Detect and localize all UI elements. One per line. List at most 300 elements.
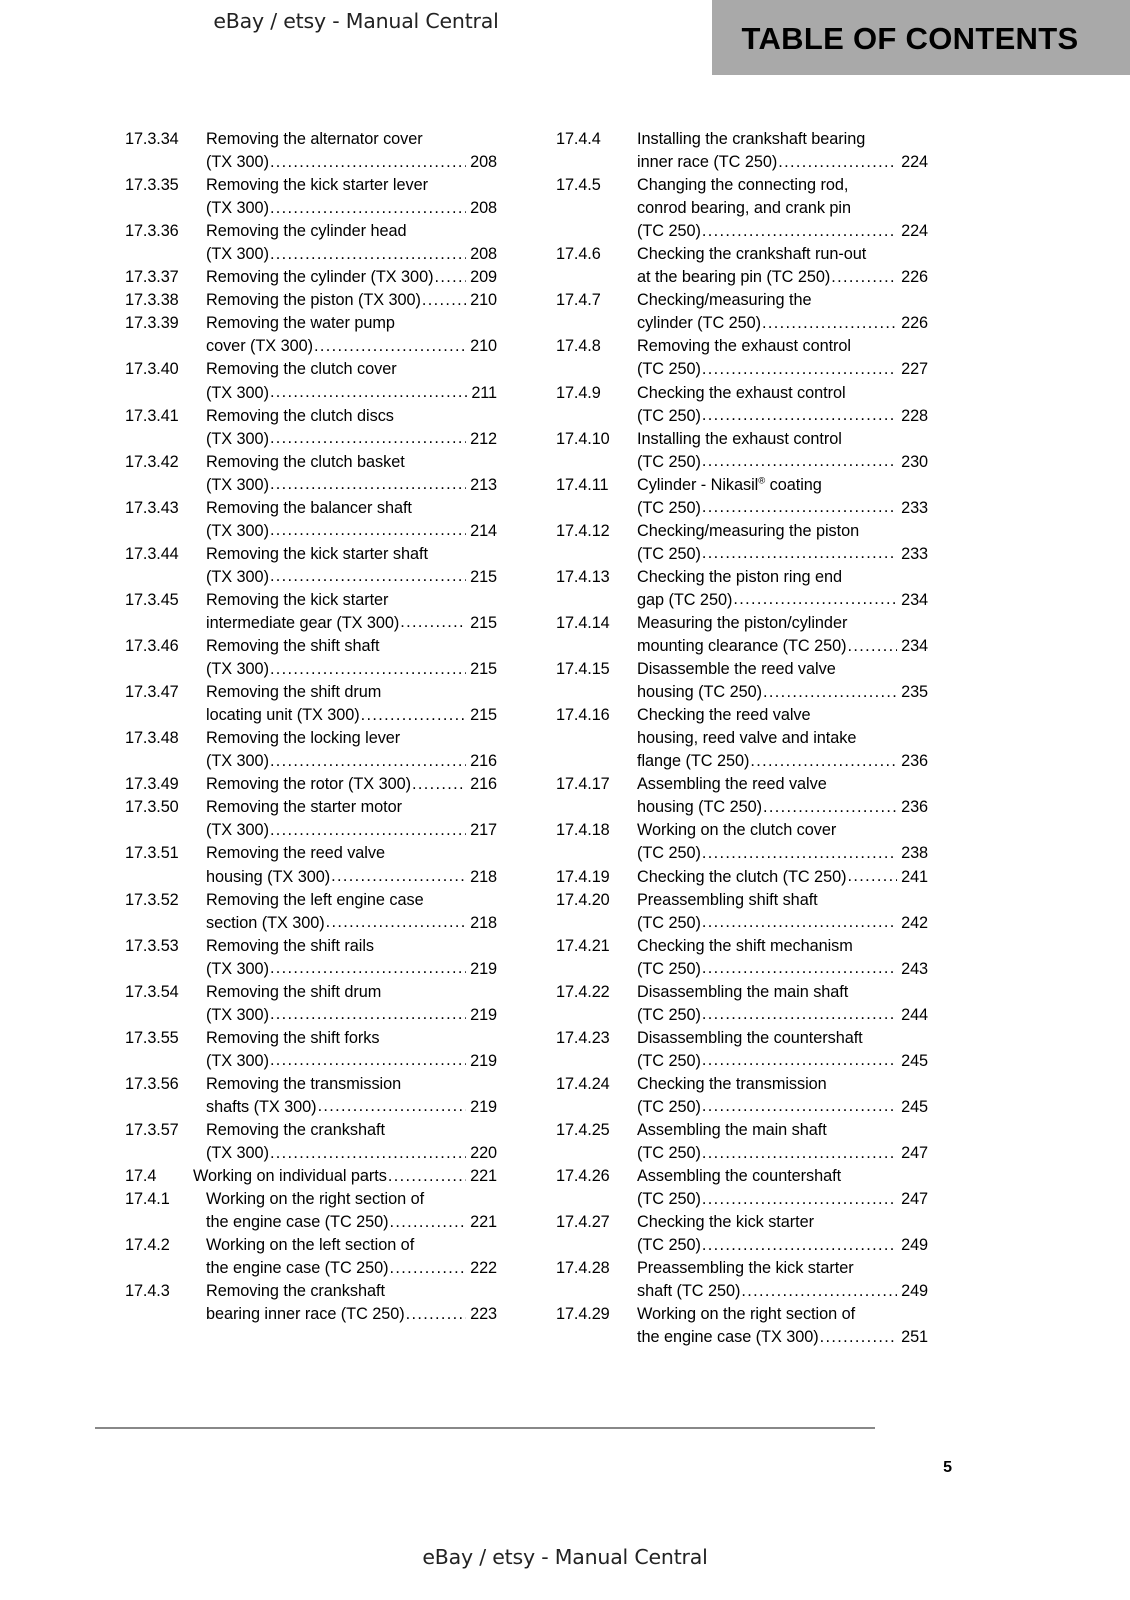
toc-entry-line bbox=[206, 612, 497, 635]
toc-entry-title: shaft (TC 250) bbox=[637, 1282, 741, 1301]
toc-entry-line bbox=[637, 428, 928, 451]
toc-entry-number: 17.4.11 bbox=[556, 475, 609, 494]
toc-entry-number: 17.4.28 bbox=[556, 1259, 610, 1278]
toc-entry[interactable] bbox=[125, 451, 497, 497]
toc-entry-number: 17.3.41 bbox=[125, 406, 179, 425]
toc-leader-dots bbox=[702, 842, 897, 865]
toc-entry-line bbox=[206, 750, 497, 773]
toc-entry-title: housing (TC 250) bbox=[637, 798, 762, 817]
toc-entry-line bbox=[637, 935, 928, 958]
toc-entry-line bbox=[206, 981, 497, 1004]
toc-entry[interactable] bbox=[556, 174, 928, 243]
toc-entry-title: (TX 300) bbox=[206, 429, 269, 448]
toc-page-number: 218 bbox=[470, 913, 497, 932]
toc-entry[interactable] bbox=[125, 174, 497, 220]
toc-entry[interactable] bbox=[125, 1027, 497, 1073]
toc-page-number: 212 bbox=[470, 429, 497, 448]
toc-entry-line bbox=[637, 128, 928, 151]
toc-page-number: 243 bbox=[901, 959, 928, 978]
toc-entry[interactable] bbox=[556, 1119, 928, 1165]
toc-entry-body bbox=[637, 1257, 928, 1303]
toc-entry[interactable] bbox=[556, 819, 928, 865]
toc-entry-line bbox=[206, 474, 497, 497]
toc-entry-number: 17.4.3 bbox=[125, 1282, 170, 1301]
toc-entry[interactable] bbox=[125, 889, 497, 935]
toc-entry-line bbox=[637, 1257, 928, 1280]
toc-entry[interactable] bbox=[125, 1234, 497, 1280]
toc-page-number: 210 bbox=[470, 291, 497, 310]
toc-leader-dots bbox=[390, 1257, 467, 1280]
toc-entry[interactable] bbox=[556, 658, 928, 704]
toc-entry-number: 17.3.37 bbox=[125, 268, 179, 287]
toc-entry-line bbox=[206, 543, 497, 566]
toc-entry-title: housing, reed valve and intake bbox=[637, 729, 857, 748]
toc-entry-number: 17.4.21 bbox=[556, 936, 610, 955]
toc-entry-title: Working on the right section of bbox=[206, 1190, 425, 1209]
toc-entry[interactable] bbox=[125, 1119, 497, 1165]
toc-entry-line bbox=[206, 1096, 497, 1119]
registered-trademark-mark: ® bbox=[758, 475, 766, 487]
toc-entry-line bbox=[206, 1257, 497, 1280]
toc-entry[interactable] bbox=[556, 866, 928, 889]
toc-entry[interactable] bbox=[125, 289, 497, 312]
toc-page-number: 219 bbox=[470, 1005, 497, 1024]
toc-entry[interactable] bbox=[125, 497, 497, 543]
toc-entry-body bbox=[206, 405, 497, 451]
toc-entry[interactable] bbox=[556, 1073, 928, 1119]
toc-entry-body bbox=[637, 428, 928, 474]
toc-entry-line bbox=[637, 773, 928, 796]
toc-entry-line bbox=[206, 1280, 497, 1303]
toc-leader-dots bbox=[390, 1211, 467, 1234]
toc-entry-title: Checking the clutch (TC 250) bbox=[637, 867, 847, 886]
toc-page-number: 230 bbox=[901, 452, 928, 471]
toc-entry-title: Removing the cylinder head bbox=[206, 222, 407, 241]
toc-entry-title: (TX 300) bbox=[206, 660, 269, 679]
toc-entry-line bbox=[206, 912, 497, 935]
toc-entry-title: Checking the shift mechanism bbox=[637, 936, 853, 955]
toc-entry-body bbox=[206, 289, 497, 312]
toc-entry-body bbox=[637, 935, 928, 981]
toc-entry-number: 17.3.47 bbox=[125, 683, 179, 702]
toc-entry[interactable] bbox=[125, 358, 497, 404]
toc-leader-dots bbox=[702, 1049, 897, 1072]
toc-page-number: 236 bbox=[901, 798, 928, 817]
toc-entry-number: 17.4.15 bbox=[556, 660, 610, 679]
toc-entry-line bbox=[206, 704, 497, 727]
toc-entry-line bbox=[637, 1142, 928, 1165]
toc-entry[interactable] bbox=[125, 773, 497, 796]
toc-leader-dots bbox=[778, 151, 897, 174]
toc-page-number: 227 bbox=[901, 360, 928, 379]
toc-entry-title: Removing the shift shaft bbox=[206, 637, 380, 656]
toc-leader-dots bbox=[741, 1280, 897, 1303]
toc-entry-body bbox=[637, 128, 928, 174]
toc-entry-body bbox=[206, 543, 497, 589]
toc-entry-line bbox=[193, 1165, 497, 1188]
toc-entry-line bbox=[206, 1050, 497, 1073]
toc-entry-number: 17.4.9 bbox=[556, 383, 601, 402]
toc-entry-number: 17.3.40 bbox=[125, 360, 179, 379]
toc-entry[interactable] bbox=[556, 889, 928, 935]
toc-entry-line bbox=[206, 866, 497, 889]
toc-page-number: 251 bbox=[901, 1328, 928, 1347]
toc-leader-dots bbox=[702, 1003, 897, 1026]
page-header bbox=[0, 0, 1130, 78]
toc-entry-title: Working on the clutch cover bbox=[637, 821, 837, 840]
toc-entry-title: (TC 250) bbox=[637, 913, 701, 932]
toc-entry-title: Removing the reed valve bbox=[206, 844, 385, 863]
toc-entry-title: (TX 300) bbox=[206, 567, 269, 586]
toc-page-number: 217 bbox=[470, 821, 497, 840]
toc-entry-title: Checking the exhaust control bbox=[637, 383, 846, 402]
toc-entry-body bbox=[637, 1073, 928, 1119]
toc-leader-dots bbox=[406, 1303, 466, 1326]
toc-entry-line bbox=[206, 635, 497, 658]
toc-leader-dots bbox=[702, 542, 897, 565]
toc-entry-line bbox=[637, 1050, 928, 1073]
toc-entry-title: Disassembling the countershaft bbox=[637, 1028, 863, 1047]
toc-page-number: 219 bbox=[470, 1097, 497, 1116]
toc-leader-dots bbox=[702, 450, 897, 473]
footer-divider bbox=[95, 1427, 875, 1429]
toc-entry-body bbox=[637, 981, 928, 1027]
toc-leader-dots bbox=[702, 496, 897, 519]
toc-entry-line bbox=[206, 1234, 497, 1257]
toc-leader-dots bbox=[762, 312, 897, 335]
toc-entry[interactable] bbox=[556, 289, 928, 335]
toc-entry-line bbox=[637, 543, 928, 566]
toc-page-number: 233 bbox=[901, 498, 928, 517]
toc-page-number: 241 bbox=[901, 867, 928, 886]
toc-entry-body bbox=[637, 704, 928, 773]
toc-entry-line bbox=[637, 1280, 928, 1303]
toc-entry[interactable] bbox=[556, 128, 928, 174]
toc-entry-line bbox=[637, 612, 928, 635]
toc-entry-line bbox=[206, 382, 497, 405]
toc-entry-line bbox=[637, 1303, 928, 1326]
toc-entry[interactable] bbox=[556, 935, 928, 981]
toc-entry-body bbox=[637, 289, 928, 335]
toc-page-number: 208 bbox=[470, 245, 497, 264]
toc-entry-body bbox=[206, 174, 497, 220]
toc-entry[interactable] bbox=[556, 1257, 928, 1303]
toc-entry-title: (TX 300) bbox=[206, 1005, 269, 1024]
toc-page-number: 235 bbox=[901, 683, 928, 702]
toc-leader-dots bbox=[270, 519, 466, 542]
toc-entry-title: Checking the reed valve bbox=[637, 706, 811, 725]
toc-entry-body bbox=[637, 382, 928, 428]
toc-entry-body bbox=[206, 497, 497, 543]
toc-page-number: 218 bbox=[470, 867, 497, 886]
toc-entry-body bbox=[206, 1188, 497, 1234]
toc-entry-number: 17.4.22 bbox=[556, 982, 610, 1001]
toc-entry[interactable] bbox=[556, 520, 928, 566]
toc-entry-number: 17.4.17 bbox=[556, 775, 610, 794]
top-watermark: eBay / etsy - Manual Central bbox=[213, 9, 499, 33]
toc-entry-line bbox=[637, 1234, 928, 1257]
toc-entry-body bbox=[637, 520, 928, 566]
toc-entry-number: 17.4.6 bbox=[556, 245, 601, 264]
page-title: TABLE OF CONTENTS bbox=[741, 21, 1079, 56]
toc-entry[interactable] bbox=[125, 589, 497, 635]
toc-entry[interactable] bbox=[556, 243, 928, 289]
toc-entry-line bbox=[206, 1027, 497, 1050]
toc-entry[interactable] bbox=[556, 704, 928, 773]
toc-entry[interactable] bbox=[125, 405, 497, 451]
toc-entry-number: 17.3.48 bbox=[125, 729, 179, 748]
toc-entry-number: 17.4.23 bbox=[556, 1028, 610, 1047]
table-of-contents-banner bbox=[712, 0, 1130, 75]
toc-entry-title: Removing the piston (TX 300) bbox=[206, 291, 421, 310]
toc-entry-number: 17.4.26 bbox=[556, 1167, 610, 1186]
toc-entry[interactable] bbox=[556, 773, 928, 819]
toc-leader-dots bbox=[820, 1326, 898, 1349]
toc-entry-body bbox=[637, 474, 928, 520]
toc-entry-title: Disassembling the main shaft bbox=[637, 982, 849, 1001]
toc-entry-number: 17.3.54 bbox=[125, 982, 179, 1001]
toc-entry-line bbox=[637, 1073, 928, 1096]
toc-entry-title: (TX 300) bbox=[206, 1144, 269, 1163]
toc-entry[interactable] bbox=[125, 1280, 497, 1326]
toc-entry-line bbox=[637, 796, 928, 819]
toc-entry-title: shafts (TX 300) bbox=[206, 1097, 317, 1116]
toc-entry[interactable] bbox=[125, 681, 497, 727]
toc-entry-line bbox=[637, 312, 928, 335]
toc-entry-body bbox=[637, 612, 928, 658]
toc-entry-number: 17.4 bbox=[125, 1167, 157, 1186]
toc-entry-line bbox=[206, 428, 497, 451]
toc-entry-line bbox=[206, 889, 497, 912]
toc-entry[interactable] bbox=[556, 1165, 928, 1211]
toc-entry[interactable] bbox=[556, 1303, 928, 1349]
toc-entry-line bbox=[206, 566, 497, 589]
toc-page-number: 220 bbox=[470, 1144, 497, 1163]
toc-entry-number: 17.3.50 bbox=[125, 798, 179, 817]
toc-entry-body bbox=[637, 1165, 928, 1211]
toc-entry-title: Cylinder - Nikasil® coating bbox=[637, 475, 822, 494]
toc-entry-line bbox=[637, 1096, 928, 1119]
toc-entry-line bbox=[206, 1004, 497, 1027]
toc-entry-title: (TC 250) bbox=[637, 1097, 701, 1116]
toc-leader-dots bbox=[270, 1142, 466, 1165]
toc-entry-title: Removing the clutch cover bbox=[206, 360, 397, 379]
toc-entry-line bbox=[206, 842, 497, 865]
toc-leader-dots bbox=[702, 957, 897, 980]
toc-page-number: 221 bbox=[470, 1167, 497, 1186]
toc-entry[interactable] bbox=[125, 1165, 497, 1188]
toc-entry-title: (TX 300) bbox=[206, 752, 269, 771]
toc-page-number: 247 bbox=[901, 1190, 928, 1209]
toc-entry-line bbox=[637, 266, 928, 289]
toc-leader-dots bbox=[763, 681, 897, 704]
toc-entry-line bbox=[637, 589, 928, 612]
toc-entry-number: 17.3.56 bbox=[125, 1074, 179, 1093]
toc-page-number: 234 bbox=[901, 637, 928, 656]
toc-entry-title: (TC 250) bbox=[637, 360, 701, 379]
toc-page-number: 208 bbox=[470, 153, 497, 172]
toc-entry-number: 17.3.35 bbox=[125, 176, 179, 195]
toc-entry-line bbox=[206, 1142, 497, 1165]
toc-entry[interactable] bbox=[125, 1188, 497, 1234]
toc-entry-title: Removing the rotor (TX 300) bbox=[206, 775, 411, 794]
toc-entry-line bbox=[637, 382, 928, 405]
toc-entry-number: 17.4.20 bbox=[556, 890, 610, 909]
toc-page-number: 221 bbox=[470, 1213, 497, 1232]
toc-entry-title: (TX 300) bbox=[206, 153, 269, 172]
toc-entry-line bbox=[206, 405, 497, 428]
toc-leader-dots bbox=[434, 266, 466, 289]
toc-entry-title: (TC 250) bbox=[637, 498, 701, 517]
toc-page-number: 245 bbox=[901, 1097, 928, 1116]
toc-entry-number: 17.4.19 bbox=[556, 867, 610, 886]
toc-entry[interactable] bbox=[556, 566, 928, 612]
toc-right-column bbox=[556, 128, 928, 1349]
toc-entry[interactable] bbox=[125, 128, 497, 174]
toc-entry-line bbox=[637, 1004, 928, 1027]
toc-entry-line bbox=[206, 266, 497, 289]
toc-entry-line bbox=[206, 243, 497, 266]
toc-entry-number: 17.4.1 bbox=[125, 1190, 170, 1209]
toc-entry-title: (TC 250) bbox=[637, 959, 701, 978]
toc-entry-number: 17.3.42 bbox=[125, 452, 179, 471]
toc-entry-title: Removing the water pump bbox=[206, 314, 395, 333]
toc-entry[interactable] bbox=[125, 635, 497, 681]
toc-page-number: 223 bbox=[470, 1305, 497, 1324]
toc-entry-title: Removing the clutch discs bbox=[206, 406, 394, 425]
toc-page-number: 238 bbox=[901, 844, 928, 863]
toc-entry[interactable] bbox=[556, 612, 928, 658]
toc-entry-line bbox=[637, 866, 928, 889]
toc-entry-number: 17.4.10 bbox=[556, 429, 610, 448]
toc-entry[interactable] bbox=[556, 1211, 928, 1257]
toc-entry-number: 17.4.2 bbox=[125, 1236, 170, 1255]
toc-entry-body bbox=[637, 566, 928, 612]
toc-entry-title: (TC 250) bbox=[637, 1236, 701, 1255]
toc-entry[interactable] bbox=[125, 727, 497, 773]
toc-entry[interactable] bbox=[556, 382, 928, 428]
toc-entry[interactable] bbox=[556, 1027, 928, 1073]
toc-entry-title: section (TX 300) bbox=[206, 913, 325, 932]
toc-entry-body bbox=[206, 935, 497, 981]
toc-entry-line bbox=[637, 981, 928, 1004]
toc-entry[interactable] bbox=[125, 981, 497, 1027]
toc-entry-line bbox=[637, 658, 928, 681]
toc-entry-body bbox=[637, 889, 928, 935]
toc-entry-title: Removing the exhaust control bbox=[637, 337, 851, 356]
toc-leader-dots bbox=[733, 588, 897, 611]
toc-entry-line bbox=[206, 681, 497, 704]
toc-entry-number: 17.4.12 bbox=[556, 521, 610, 540]
toc-entry-line bbox=[206, 727, 497, 750]
toc-entry-body bbox=[637, 1303, 928, 1349]
toc-entry-number: 17.4.7 bbox=[556, 291, 601, 310]
toc-entry-number: 17.3.43 bbox=[125, 498, 179, 517]
toc-entry-title: cylinder (TC 250) bbox=[637, 314, 762, 333]
toc-entry[interactable] bbox=[125, 312, 497, 358]
toc-entry[interactable] bbox=[556, 428, 928, 474]
toc-page-number: 226 bbox=[901, 314, 928, 333]
toc-entry-number: 17.4.13 bbox=[556, 567, 610, 586]
toc-entry-title: Assembling the countershaft bbox=[637, 1167, 842, 1186]
toc-entry-body bbox=[206, 266, 497, 289]
toc-entry-line bbox=[637, 750, 928, 773]
toc-leader-dots bbox=[702, 911, 897, 934]
toc-page-number: 214 bbox=[470, 521, 497, 540]
toc-entry[interactable] bbox=[556, 335, 928, 381]
toc-entry-number: 17.4.25 bbox=[556, 1121, 610, 1140]
toc-page-number: 224 bbox=[901, 153, 928, 172]
toc-entry-body bbox=[193, 1165, 497, 1188]
toc-entry-number: 17.3.46 bbox=[125, 637, 179, 656]
toc-entry[interactable] bbox=[125, 266, 497, 289]
toc-entry-line bbox=[206, 289, 497, 312]
toc-entry[interactable] bbox=[125, 796, 497, 842]
toc-entry-line bbox=[637, 174, 928, 197]
toc-page-number: 215 bbox=[470, 567, 497, 586]
toc-entry-title: (TX 300) bbox=[206, 821, 269, 840]
toc-entry-line bbox=[637, 358, 928, 381]
toc-entry[interactable] bbox=[125, 543, 497, 589]
toc-entry-title: Installing the exhaust control bbox=[637, 429, 842, 448]
toc-leader-dots bbox=[831, 266, 897, 289]
toc-entry-line bbox=[637, 566, 928, 589]
toc-entry-body bbox=[206, 1280, 497, 1326]
toc-entry-body bbox=[637, 819, 928, 865]
toc-entry[interactable] bbox=[125, 842, 497, 888]
toc-entry-title: the engine case (TC 250) bbox=[206, 1259, 389, 1278]
toc-entry[interactable] bbox=[125, 1073, 497, 1119]
toc-entry-title: Removing the kick starter lever bbox=[206, 176, 428, 195]
toc-entry-line bbox=[637, 842, 928, 865]
toc-page-number: 233 bbox=[901, 544, 928, 563]
toc-entry-title: Assembling the reed valve bbox=[637, 775, 827, 794]
toc-entry-title: Preassembling shift shaft bbox=[637, 890, 818, 909]
toc-entry-line bbox=[637, 220, 928, 243]
toc-entry-line bbox=[637, 1165, 928, 1188]
toc-page-number: 209 bbox=[470, 268, 497, 287]
toc-entry-body bbox=[637, 174, 928, 243]
toc-entry-title: (TX 300) bbox=[206, 245, 269, 264]
toc-entry-line bbox=[206, 773, 497, 796]
toc-entry-title: (TC 250) bbox=[637, 844, 701, 863]
toc-entry-line bbox=[206, 220, 497, 243]
toc-entry-number: 17.3.44 bbox=[125, 544, 179, 563]
toc-entry-line bbox=[637, 197, 928, 220]
toc-entry[interactable] bbox=[556, 981, 928, 1027]
toc-entry-number: 17.4.27 bbox=[556, 1213, 610, 1232]
toc-entry[interactable] bbox=[125, 220, 497, 266]
toc-entry-number: 17.3.57 bbox=[125, 1121, 179, 1140]
toc-page-number: 247 bbox=[901, 1144, 928, 1163]
toc-leader-dots bbox=[270, 658, 466, 681]
toc-entry-line bbox=[637, 520, 928, 543]
toc-entry[interactable] bbox=[125, 935, 497, 981]
toc-entry-number: 17.4.18 bbox=[556, 821, 610, 840]
toc-leader-dots bbox=[422, 289, 466, 312]
toc-entry[interactable] bbox=[556, 474, 928, 520]
toc-entry-title: (TC 250) bbox=[637, 1190, 701, 1209]
toc-entry-title: (TX 300) bbox=[206, 199, 269, 218]
toc-entry-body bbox=[637, 1119, 928, 1165]
toc-leader-dots bbox=[331, 865, 466, 888]
toc-leader-dots bbox=[326, 911, 466, 934]
toc-entry-title: Measuring the piston/cylinder bbox=[637, 613, 848, 632]
toc-leader-dots bbox=[270, 819, 466, 842]
toc-entry-body bbox=[206, 773, 497, 796]
toc-page-number: 216 bbox=[470, 752, 497, 771]
toc-leader-dots bbox=[361, 704, 466, 727]
